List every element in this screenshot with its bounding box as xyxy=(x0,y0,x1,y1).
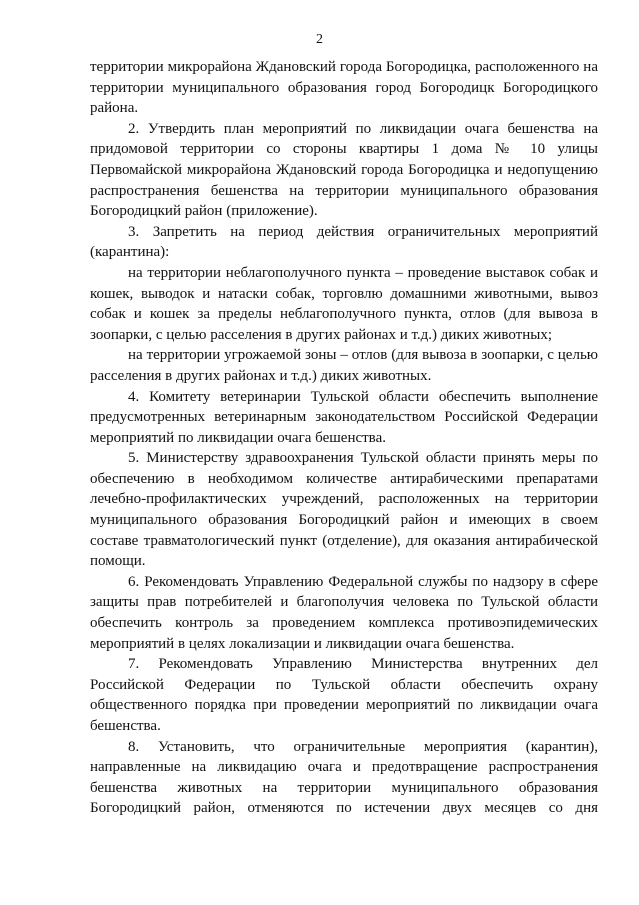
paragraph-intro-continuation: территории микрорайона Ждановский города Богородицка, расположенного на территории муниципального образования город Богородицк Богородицкого района. xyxy=(90,59,598,117)
paragraph-item-8: 8. Установить, что ограничительные мероприятия (карантин), направленные на ликвидацию очага и предотвращение распространения бешенства животных на территории муниципального образования Богородицкий район, отменяются по истечении двух месяцев со дня xyxy=(90,738,598,817)
paragraph-item-3-threat-zone: на территории угрожаемой зоны – отлов (для вывоза в зоопарки, с целью расселения в других районах и т.д.) диких животных. xyxy=(90,347,598,384)
document-body xyxy=(90,57,598,819)
paragraph-item-3-unsafe-area: на территории неблагополучного пункта – проведение выставок собак и кошек, выводок и натаски собак, торговлю домашними животными, вывоз собак и кошек за пределы неблагополучного пункта, отлов (для вывоза в зоопарки, с целью расселения в других районах и т.д.) диких животных; xyxy=(90,264,598,343)
paragraph-item-2: 2. Утвердить план мероприятий по ликвидации очага бешенства на придомовой территории со стороны квартиры 1 дома № 10 улицы Первомайской микрорайона Ждановский города Богородицка и недопущению распространения бешенства на территории муниципального образования Богородицкий район (приложение). xyxy=(90,120,598,220)
paragraph-item-3: 3. Запретить на период действия ограничительных мероприятий (карантина): xyxy=(90,223,598,261)
page-number: 2 xyxy=(316,32,323,47)
paragraph-item-6: 6. Рекомендовать Управлению Федеральной службы по надзору в сфере защиты прав потребителей и благополучия человека по Тульской области обеспечить контроль за проведением комплекса противоэпидемических мероприятий в целях локализации и ликвидации очага бешенства. xyxy=(90,573,598,652)
paragraph-item-7: 7. Рекомендовать Управлению Министерства внутренних дел Российской Федерации по Тульской области обеспечить охрану общественного порядка при проведении мероприятий по ликвидации очага бешенства. xyxy=(90,656,598,734)
paragraph-item-5: 5. Министерству здравоохранения Тульской области принять меры по обеспечению в необходимом количестве антирабическими препаратами лечебно-профилактических учреждений, расположенных на территории муниципального образования Богородицкий район и имеющих в своем составе травматологический пункт (отделение), для оказания антирабической помощи. xyxy=(90,450,598,570)
paragraph-item-4: 4. Комитету ветеринарии Тульской области обеспечить выполнение предусмотренных ветеринарным законодательством Российской Федерации мероприятий по ликвидации очага бешенства. xyxy=(90,388,598,446)
